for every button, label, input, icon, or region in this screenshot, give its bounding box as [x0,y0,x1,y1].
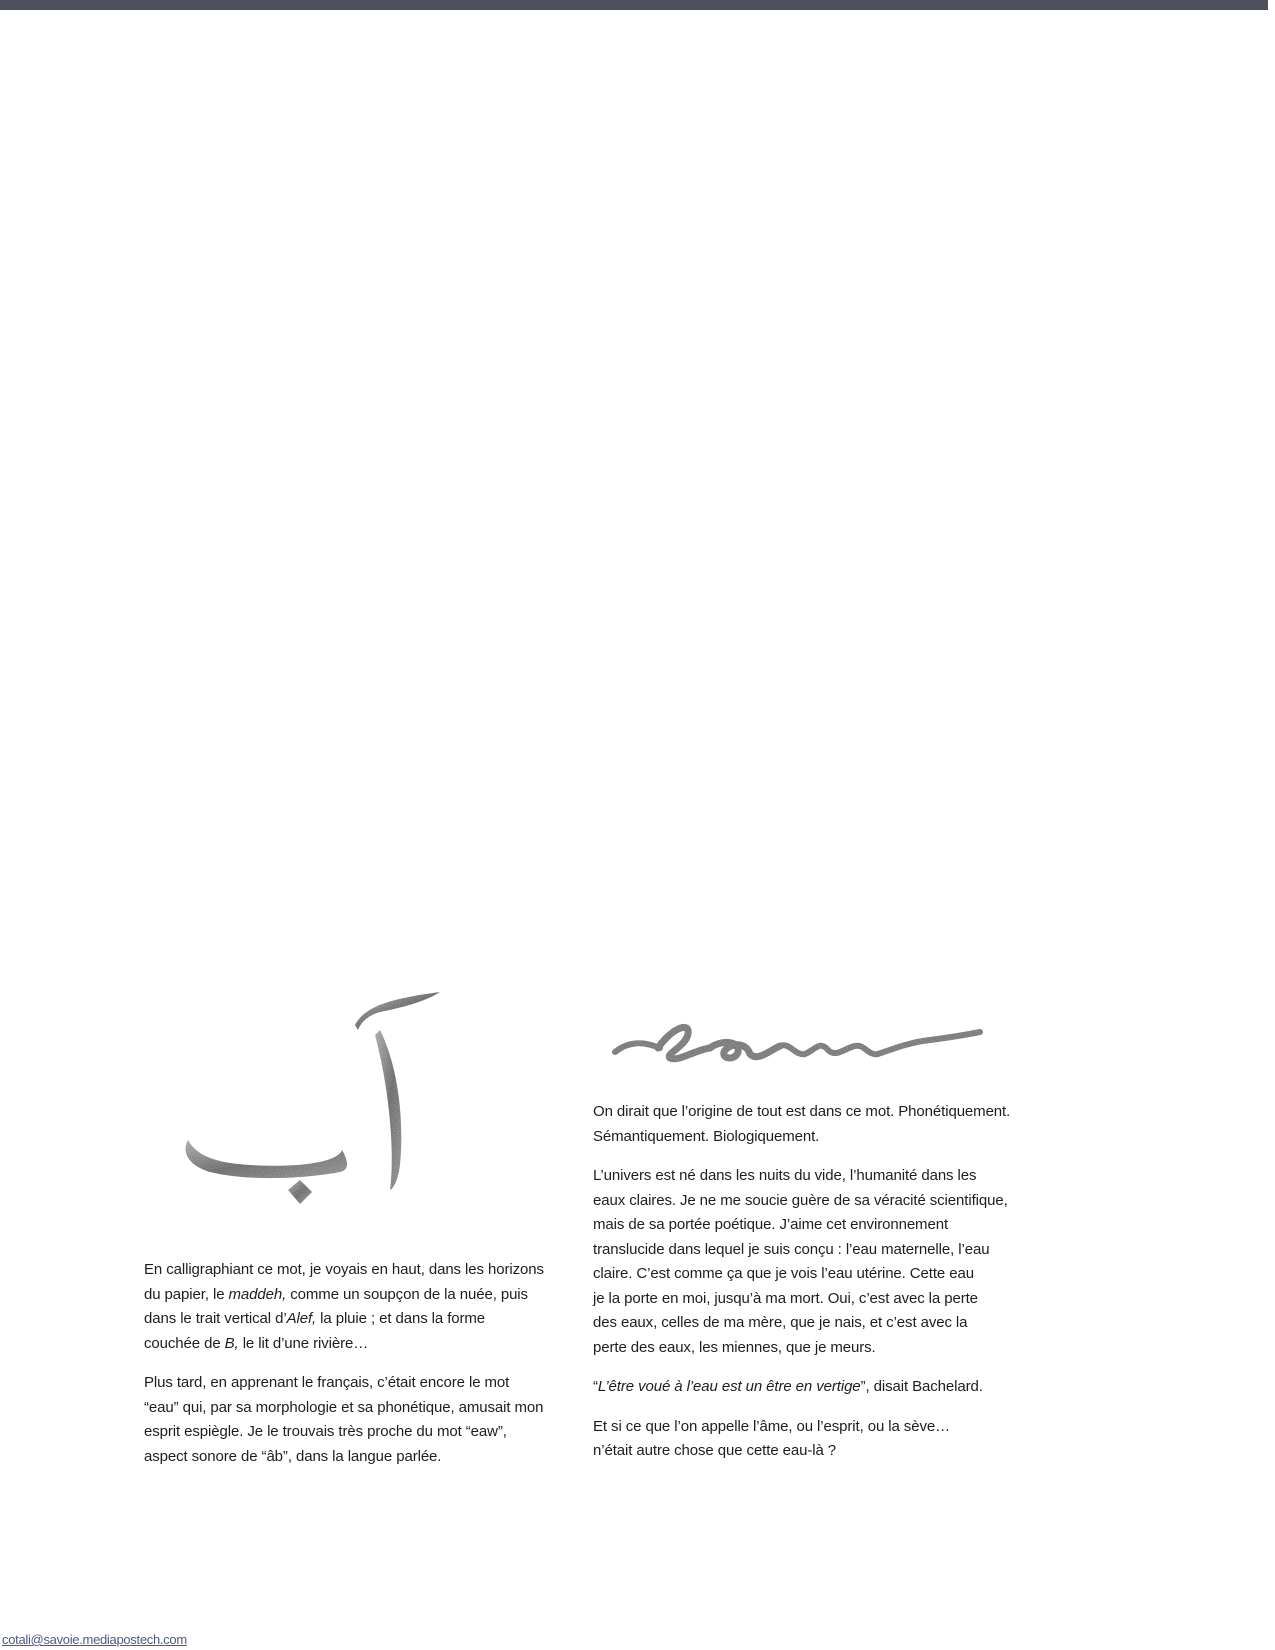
right-paragraph-1 [593,1100,1033,1149]
text-line: Et si ce que l’on appelle l’âme, ou l’esprit, ou la sève… [593,1417,950,1435]
text-line: couchée de B, le lit d’une rivière… [144,1334,369,1352]
text-line: Plus tard, en apprenant le français, c’était encore le mot [144,1374,510,1391]
text-line: perte des eaux, les miennes, que je meurs. [593,1338,876,1356]
text-line: n’était autre chose que cette eau-là ? [593,1442,837,1459]
text-line: aspect sonore de “âb”, dans la langue parlée. [144,1447,442,1465]
text-line: “L’être voué à l’eau est un être en vertige”, disait Bachelard. [593,1378,983,1395]
top-bar [0,0,1268,10]
text-line: “eau” qui, par sa morphologie et sa phonétique, amusait mon [144,1398,544,1416]
text-line: dans le trait vertical d’Alef, la pluie ; et dans la forme [144,1310,486,1327]
text-line: On dirait que l’origine de tout est dans ce mot. Phonétiquement. [593,1103,1011,1120]
arabic-calligraphy-icon [180,990,490,1220]
term-maddeh: maddeh, [228,1285,287,1303]
left-text-column [144,1258,574,1484]
right-paragraph-2 [593,1164,1033,1360]
text-line: Sémantiquement. Biologiquement. [593,1127,820,1145]
bachelard-quote [593,1375,1033,1400]
footer-email-link[interactable]: cotali@savoie.mediapostech.com [2,1632,187,1647]
text-line: eaux claires. Je ne me soucie guère de sa véracité scientifique, [593,1191,1008,1209]
text-line: translucide dans lequel je suis conçu : l’eau maternelle, l’eau [593,1240,990,1258]
quote-text: L’être voué à l’eau est un être en vertige [597,1378,861,1395]
text-line: du papier, le maddeh, comme un soupçon de la nuée, puis [144,1285,528,1303]
text-line: En calligraphiant ce mot, je voyais en haut, dans les horizons [144,1261,544,1278]
left-paragraph-2 [144,1371,574,1469]
text-line: mais de sa portée poétique. J’aime cet environnement [593,1216,949,1233]
eau-calligraphy-icon [610,1010,990,1080]
text-line: esprit espiègle. Je le trouvais très proche du mot “eaw”, [144,1423,507,1440]
right-paragraph-4 [593,1415,1033,1464]
text-line: je la porte en moi, jusqu’à ma mort. Oui, c’est avec la perte [593,1289,978,1307]
text-line: claire. C’est comme ça que je vois l’eau utérine. Cette eau [593,1265,974,1282]
text-line: des eaux, celles de ma mère, que je nais, et c’est avec la [593,1314,968,1331]
term-alef: Alef, [286,1310,317,1327]
text-line: L’univers est né dans les nuits du vide, l’humanité dans les [593,1167,977,1184]
term-b: B, [224,1334,239,1352]
right-text-column [593,1100,1033,1479]
left-paragraph-1 [144,1258,574,1356]
